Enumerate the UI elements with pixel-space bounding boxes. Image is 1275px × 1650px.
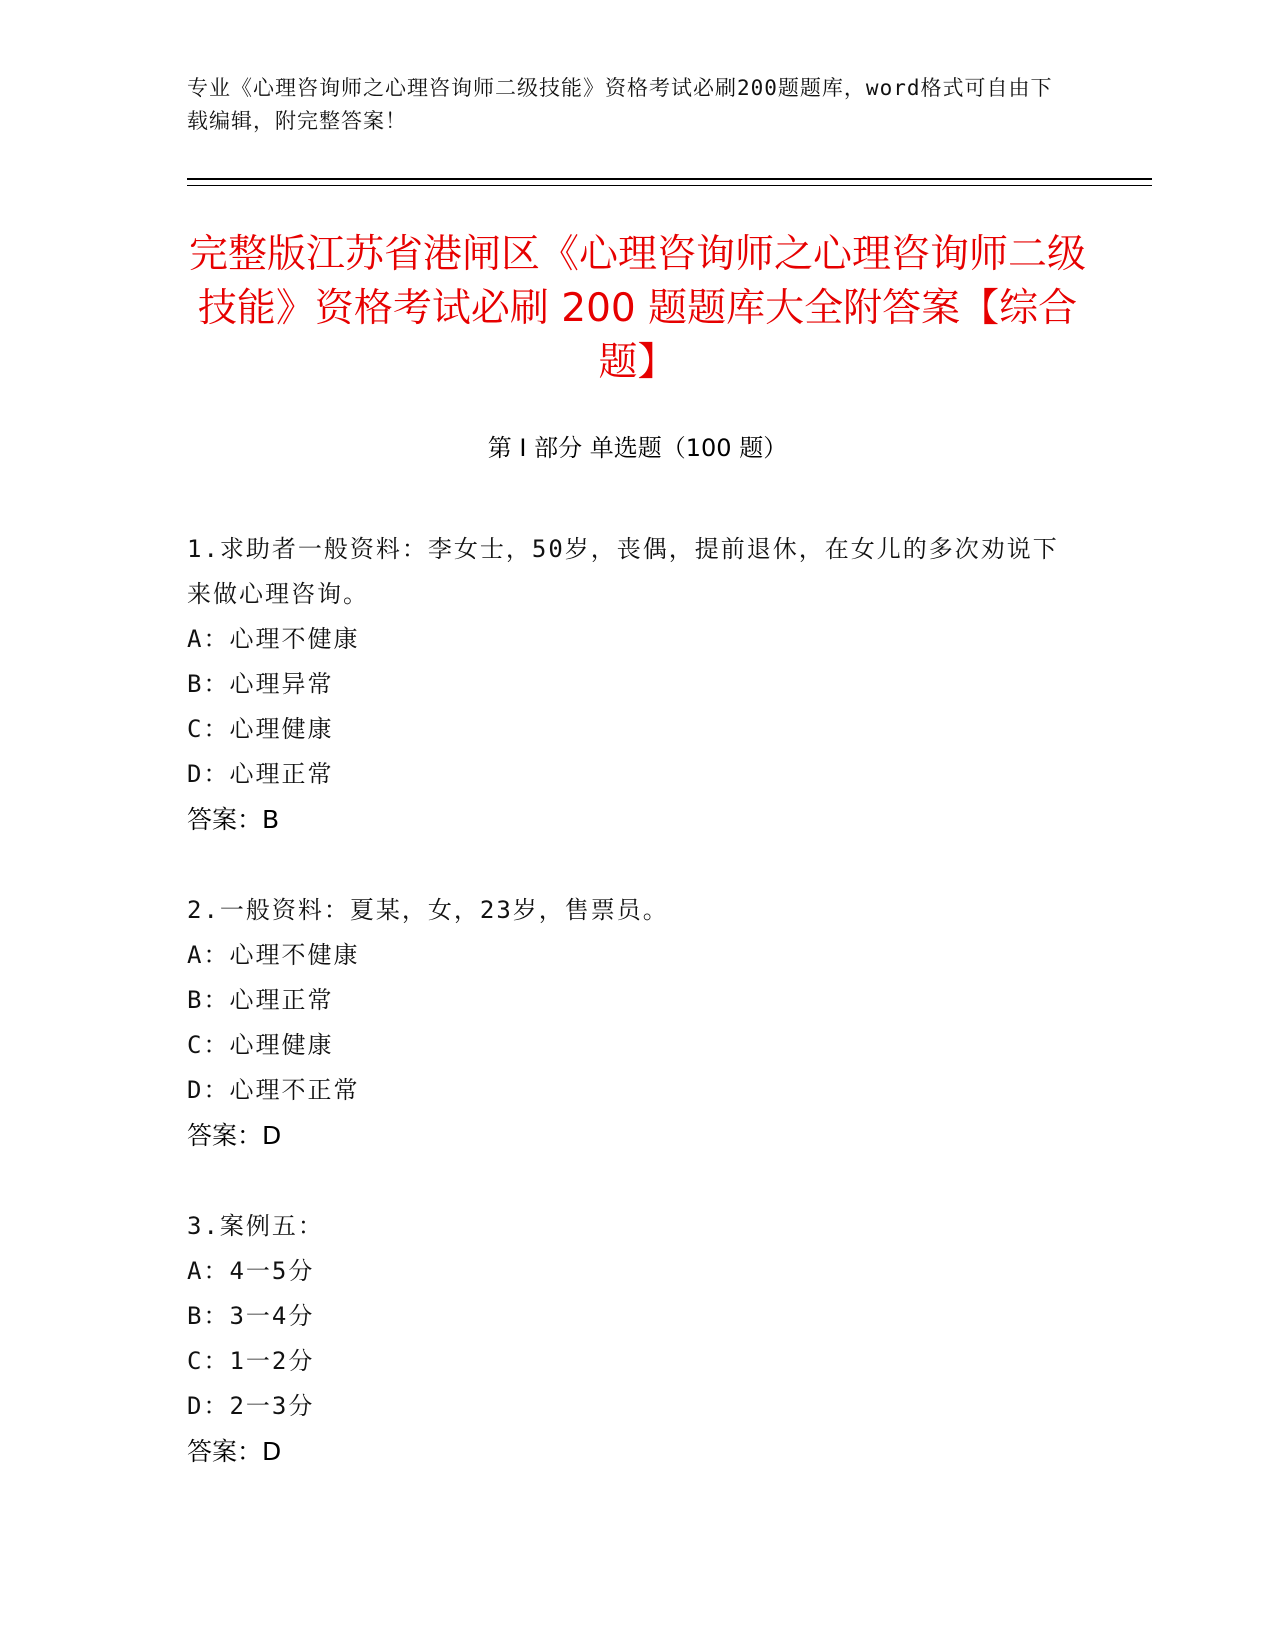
- question-list: [187, 527, 1067, 1520]
- answer-line: 答案：D: [187, 1437, 282, 1466]
- option-b: B：3一4分: [187, 1302, 315, 1330]
- option-c: C：1一2分: [187, 1347, 315, 1375]
- option-d: D：2一3分: [187, 1392, 315, 1420]
- option-d: D：心理不正常: [187, 1076, 360, 1104]
- option-b: B：心理异常: [187, 670, 334, 698]
- answer-line: 答案：B: [187, 805, 280, 834]
- header-note: 专业《心理咨询师之心理咨询师二级技能》资格考试必刷200题题库，word格式可自由下载编辑，附完整答案！: [187, 76, 1053, 133]
- question-item: [187, 888, 1067, 1158]
- answer-line: 答案：D: [187, 1121, 282, 1150]
- document-title: 完整版江苏省港闸区《心理咨询师之心理咨询师二级技能》资格考试必刷 200 题题库大全附答案【综合题】: [188, 232, 1086, 385]
- question-stem: 3.案例五：: [187, 1212, 324, 1240]
- question-stem: 1.求助者一般资料：李女士，50岁，丧偶，提前退休，在女儿的多次劝说下来做心理咨询。: [187, 535, 1059, 608]
- option-c: C：心理健康: [187, 715, 334, 743]
- option-b: B：心理正常: [187, 986, 334, 1014]
- header-divider-thin: [187, 185, 1152, 186]
- section-heading: 第 I 部分 单选题（100 题）: [487, 434, 788, 462]
- header-divider-thick: [187, 178, 1152, 180]
- option-a: A：4一5分: [187, 1257, 315, 1285]
- question-stem: 2.一般资料：夏某，女，23岁，售票员。: [187, 896, 669, 924]
- option-a: A：心理不健康: [187, 941, 360, 969]
- option-a: A：心理不健康: [187, 625, 360, 653]
- option-d: D：心理正常: [187, 760, 334, 788]
- question-item: [187, 1204, 1067, 1474]
- option-c: C：心理健康: [187, 1031, 334, 1059]
- question-item: [187, 527, 1067, 842]
